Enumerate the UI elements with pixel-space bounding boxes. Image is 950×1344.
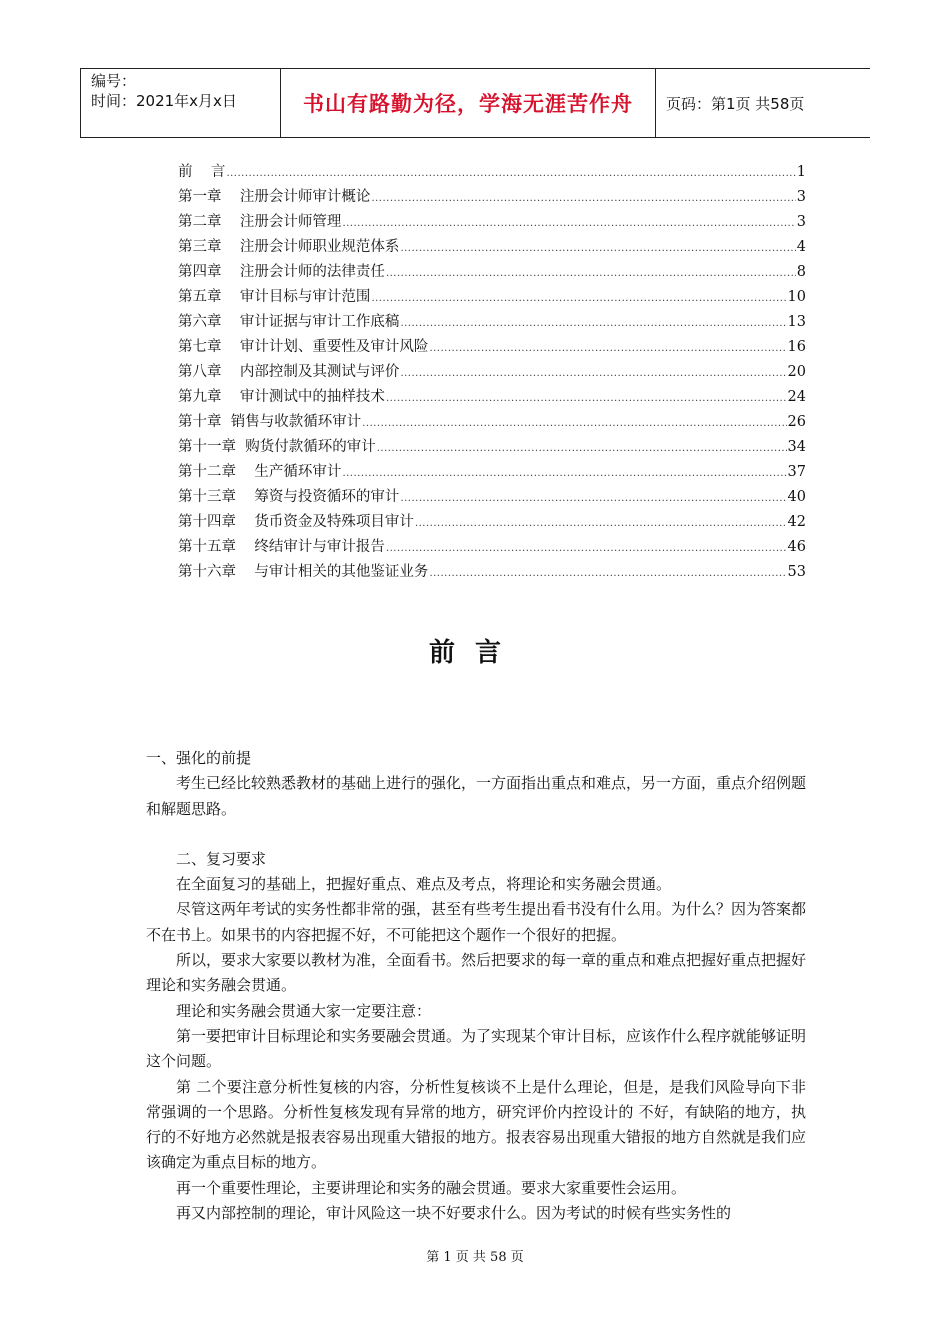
toc-entry[interactable] — [178, 560, 806, 585]
toc-leader-dots — [400, 318, 786, 329]
paragraph: 考生已经比较熟悉教材的基础上进行的强化，一方面指出重点和难点，另一方面，重点介绍例题和解题思路。 — [146, 774, 807, 818]
paragraph: 在全面复习的基础上，把握好重点、难点及考点，将理论和实务融会贯通。 — [176, 875, 672, 894]
toc-entry-title: 第十四章 货币资金及特殊项目审计 — [178, 514, 414, 530]
toc-entry[interactable] — [178, 485, 806, 510]
toc-entry-page: 42 — [787, 514, 806, 530]
toc-leader-dots — [400, 493, 786, 504]
toc-entry-title: 第七章 审计计划、重要性及审计风险 — [178, 339, 429, 355]
toc-leader-dots — [429, 343, 786, 354]
toc-entry-page: 20 — [787, 364, 806, 380]
toc-entry-page: 26 — [787, 414, 806, 430]
toc-entry-page: 8 — [796, 264, 806, 280]
toc-entry-page: 53 — [787, 564, 806, 580]
toc-entry[interactable] — [178, 285, 806, 310]
toc-entry-page: 24 — [787, 389, 806, 405]
toc-entry-title: 第十一章 购货付款循环的审计 — [178, 439, 376, 455]
toc-leader-dots — [342, 468, 786, 479]
toc-entry[interactable] — [178, 160, 806, 185]
paragraph: 尽管这两年考试的实务性都非常的强，甚至有些考生提出看书没有什么用。为什么？因为答案都不在书上。如果书的内容把握不好，不可能把这个题作一个很好的把握。 — [146, 900, 807, 944]
toc-entry-page: 13 — [787, 314, 806, 330]
toc-entry[interactable] — [178, 360, 806, 385]
toc-leader-dots — [386, 393, 787, 404]
toc-entry-page: 37 — [787, 464, 806, 480]
paragraph: 第 二个要注意分析性复核的内容，分析性复核谈不上是什么理论，但是，是我们风险导向下非常强调的一个思路。分析性复核发现有异常的地方，研究评价内控设计的 不好，有缺陷的地方，执行的不好地方必然就是报表容易出现重大错报的地方。报表容易出现重大错报的地方自然就是我们应该确定为重点目标的地方。 — [146, 1077, 807, 1172]
header-motto: 书山有路勤为径，学海无涯苦作舟 — [280, 69, 656, 137]
page-footer: 第 1 页 共 58 页 — [426, 1250, 524, 1265]
toc-leader-dots — [342, 218, 795, 229]
toc-entry-page: 40 — [787, 489, 806, 505]
toc-leader-dots — [362, 418, 786, 429]
toc-entry-page: 16 — [787, 339, 806, 355]
section-title: 前言 — [428, 638, 521, 668]
header-page-label: 页码：第1页 共58页 — [666, 94, 805, 113]
toc-entry-page: 3 — [796, 189, 806, 205]
toc-entry[interactable] — [178, 385, 806, 410]
toc-leader-dots — [371, 193, 795, 204]
paragraph: 第一要把审计目标理论和实务要融会贯通。为了实现某个审计目标，应该作什么程序就能够证明这个问题。 — [146, 1026, 807, 1071]
paragraph: 再一个重要性理论，主要讲理论和实务的融会贯通。要求大家重要性会运用。 — [176, 1178, 687, 1197]
header-meta — [80, 69, 281, 137]
number-label: 编号： — [91, 72, 137, 90]
toc-entry[interactable] — [178, 260, 806, 285]
toc-entry[interactable] — [178, 335, 806, 360]
toc-entry[interactable] — [178, 235, 806, 260]
body-text — [146, 746, 806, 1226]
toc-entry[interactable] — [178, 310, 806, 335]
toc-entry-page: 3 — [796, 214, 806, 230]
toc-entry-page: 10 — [787, 289, 806, 305]
toc-entry-title: 第八章 内部控制及其测试与评价 — [178, 364, 400, 380]
toc-entry-title: 第六章 审计证据与审计工作底稿 — [178, 314, 400, 330]
paragraph: 所以，要求大家要以教材为准，全面看书。然后把要求的每一章的重点和难点把握好重点把握好理论和实务融会贯通。 — [146, 951, 807, 995]
toc-leader-dots — [386, 543, 787, 554]
toc-entry[interactable] — [178, 510, 806, 535]
toc-leader-dots — [400, 243, 795, 254]
page-header — [80, 68, 870, 138]
toc-entry[interactable] — [178, 460, 806, 485]
toc-entry-title: 第十章 销售与收款循环审计 — [178, 414, 362, 430]
date-label: 时间：2021年x月x日 — [91, 92, 237, 110]
toc-entry-title: 第二章 注册会计师管理 — [178, 214, 342, 230]
toc-leader-dots — [415, 518, 787, 529]
table-of-contents — [178, 160, 806, 585]
toc-entry-title: 第十二章 生产循环审计 — [178, 464, 342, 480]
toc-entry[interactable] — [178, 535, 806, 560]
toc-entry-title: 第十三章 筹资与投资循环的审计 — [178, 489, 400, 505]
toc-entry-page: 1 — [796, 164, 806, 180]
toc-entry-title: 第十五章 终结审计与审计报告 — [178, 539, 385, 555]
heading-2: 二、复习要求 — [176, 849, 267, 868]
toc-entry-title: 第三章 注册会计师职业规范体系 — [178, 239, 400, 255]
paragraph: 理论和实务融会贯通大家一定要注意： — [176, 1001, 432, 1020]
toc-entry-title: 第四章 注册会计师的法律责任 — [178, 264, 385, 280]
toc-entry[interactable] — [178, 435, 806, 460]
heading-1: 一、强化的前提 — [146, 749, 252, 767]
toc-entry-page: 46 — [787, 539, 806, 555]
toc-leader-dots — [377, 443, 787, 454]
toc-leader-dots — [226, 168, 795, 179]
paragraph: 再又内部控制的理论，审计风险这一块不好要求什么。因为考试的时候有些实务性的 — [176, 1204, 732, 1223]
toc-leader-dots — [371, 293, 786, 304]
toc-entry[interactable] — [178, 210, 806, 235]
toc-leader-dots — [429, 568, 786, 579]
toc-entry-page: 34 — [787, 439, 806, 455]
toc-entry-title: 第九章 审计测试中的抽样技术 — [178, 389, 385, 405]
toc-entry-page: 4 — [796, 239, 806, 255]
toc-leader-dots — [400, 368, 786, 379]
toc-entry-title: 前 言 — [178, 164, 226, 180]
toc-entry-title: 第一章 注册会计师审计概论 — [178, 189, 371, 205]
toc-leader-dots — [386, 268, 796, 279]
toc-entry-title: 第五章 审计目标与审计范围 — [178, 289, 371, 305]
toc-entry[interactable] — [178, 410, 806, 435]
toc-entry-title: 第十六章 与审计相关的其他鉴证业务 — [178, 564, 429, 580]
toc-entry[interactable] — [178, 185, 806, 210]
